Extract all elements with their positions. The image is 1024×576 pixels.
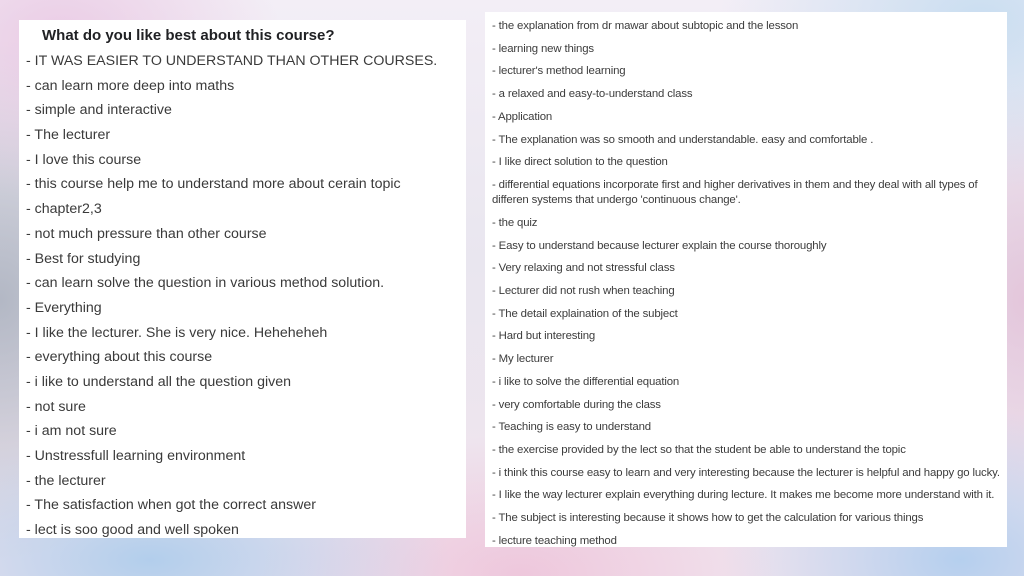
list-item: - Teaching is easy to understand <box>492 421 651 434</box>
list-item: - learning new things <box>492 42 594 55</box>
list-item: - I like the way lecturer explain everything during lecture. It makes me become more understand with it. <box>492 489 995 502</box>
list-item: - a relaxed and easy-to-understand class <box>492 88 693 101</box>
list-item: - IT WAS EASIER TO UNDERSTAND THAN OTHER COURSES. <box>26 53 438 69</box>
list-item: - Everything <box>26 299 102 316</box>
list-item: - Application <box>492 110 553 123</box>
list-item: - not sure <box>26 398 86 415</box>
list-item: - everything about this course <box>26 349 213 366</box>
question-title: What do you like best about this course? <box>42 27 335 44</box>
list-item: - i think this course easy to learn and very interesting because the lecturer is helpful and happy go lucky. <box>492 466 1000 479</box>
list-item: - My lecturer <box>492 353 554 366</box>
list-item: - The explanation was so smooth and understandable. easy and comfortable . <box>492 133 874 146</box>
right-response-panel <box>485 12 1007 547</box>
left-response-panel <box>19 20 466 538</box>
list-item: - the lecturer <box>26 472 106 489</box>
list-item: - lecture teaching method <box>492 534 617 547</box>
list-item: - lecturer's method learning <box>492 65 626 78</box>
list-item: - can learn more deep into maths <box>26 77 235 94</box>
list-item: - simple and interactive <box>26 102 172 119</box>
list-item: - can learn solve the question in various method solution. <box>26 275 385 292</box>
list-item: - the exercise provided by the lect so that the student be able to understand the topic <box>492 443 906 456</box>
list-item: - I like direct solution to the question <box>492 156 668 169</box>
list-item: - i like to solve the differential equation <box>492 375 680 388</box>
list-item: - Very relaxing and not stressful class <box>492 262 675 275</box>
list-item: - differential equations incorporate first and higher derivatives in them and they deal with all types of differen systems that undergo 'continuous change'. <box>492 178 978 206</box>
list-item: - Hard but interesting <box>492 330 596 343</box>
list-item: - Unstressfull learning environment <box>26 448 246 464</box>
list-item: - I like the lecturer. She is very nice. Heheheheh <box>26 324 328 341</box>
left-response-list <box>26 49 437 543</box>
list-item: - The satisfaction when got the correct answer <box>26 497 316 514</box>
list-item: - The subject is interesting because it shows how to get the calculation for various things <box>492 512 924 525</box>
list-item: - lect is soo good and well spoken <box>26 522 239 539</box>
list-item: - not much pressure than other course <box>26 225 267 242</box>
list-item: - I love this course <box>26 151 142 168</box>
list-item: - The detail explaination of the subject <box>492 307 678 320</box>
list-item: - Easy to understand because lecturer explain the course thoroughly <box>492 239 827 252</box>
right-response-list <box>492 15 1007 547</box>
list-item: - the quiz <box>492 216 538 229</box>
list-item: - Lecturer did not rush when teaching <box>492 285 675 298</box>
list-item: - very comfortable during the class <box>492 398 661 411</box>
list-item: - chapter2,3 <box>26 201 102 218</box>
list-item: - Best for studying <box>26 250 141 267</box>
list-item: - the explanation from dr mawar about subtopic and the lesson <box>492 20 799 32</box>
list-item: - this course help me to understand more about cerain topic <box>26 176 401 193</box>
list-item: - The lecturer <box>26 127 111 144</box>
list-item: - i like to understand all the question given <box>26 373 291 390</box>
list-item: - i am not sure <box>26 423 117 440</box>
